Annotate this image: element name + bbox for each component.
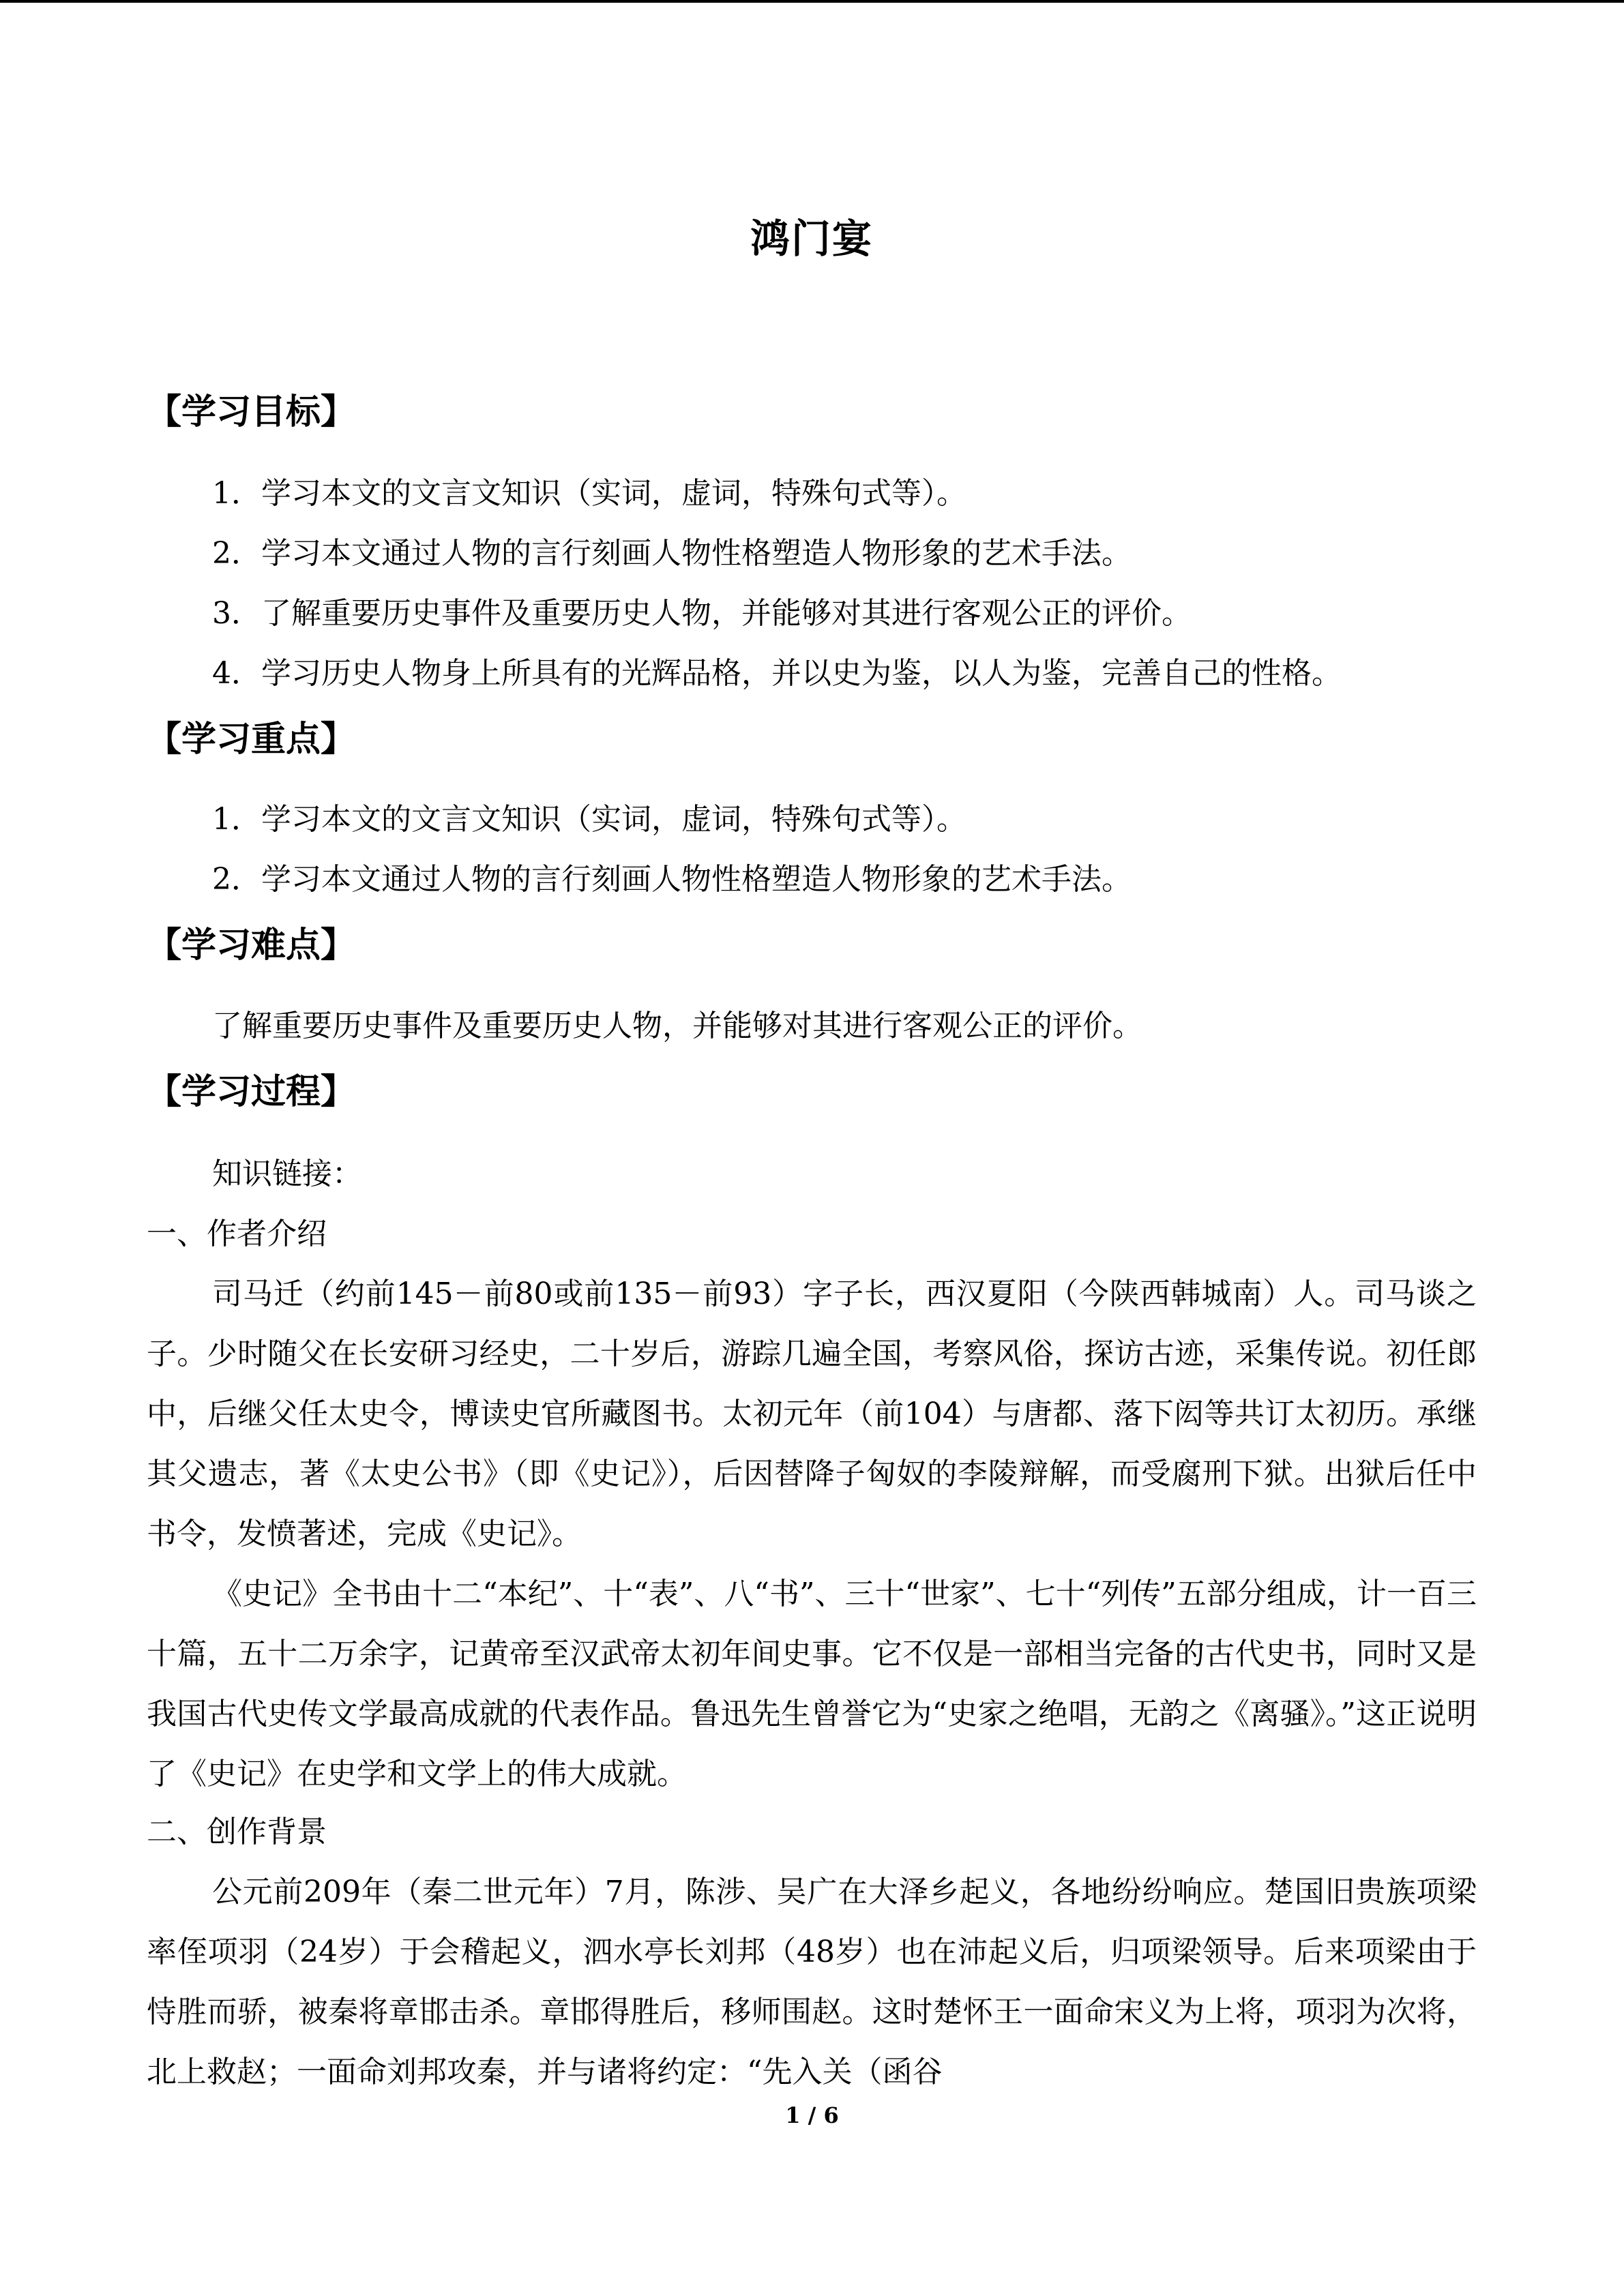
objective-item-3: 3．了解重要历史事件及重要历史人物，并能够对其进行客观公正的评价。 xyxy=(212,596,1192,631)
author-intro-heading: 一、作者介绍 xyxy=(147,1217,327,1251)
key-point-item-1: 1．学习本文的文言文知识（实词，虚词，特殊句式等）。 xyxy=(212,802,966,837)
background-paragraph: 公元前209年（秦二世元年）7月，陈涉、吴广在大泽乡起义，各地纷纷响应。楚国旧贵族项梁率侄项羽（24岁）于会稽起义，泗水亭长刘邦（48岁）也在沛起义后，归项梁领导。后来项梁由于恃胜而骄，被秦将章邯击杀。章邯得胜后，移师围赵。这时楚怀王一面命宋义为上将，项羽为次将，北上救赵；一面命刘邦攻秦，并与诸将约定：“先入关（函谷 xyxy=(147,1875,1477,2089)
top-border-rule xyxy=(0,0,1624,3)
key-point-item-2: 2．学习本文通过人物的言行刻画人物性格塑造人物形象的艺术手法。 xyxy=(212,862,1132,897)
objective-item-4: 4．学习历史人物身上所具有的光辉品格，并以史为鉴，以人为鉴，完善自己的性格。 xyxy=(212,656,1342,691)
difficulty-text: 了解重要历史事件及重要历史人物，并能够对其进行客观公正的评价。 xyxy=(212,1009,1142,1043)
author-paragraph-1: 司马迁（约前145－前80或前135－前93）字子长，西汉夏阳（今陕西韩城南）人。司马谈之子。少时随父在长安研习经史，二十岁后，游踪几遍全国，考察风俗，探访古迹，采集传说。初任郎中，后继父任太史令，博读史官所藏图书。太初元年（前104）与唐都、落下闳等共订太初历。承继其父遗志，著《太史公书》（即《史记》），后因替降子匈奴的李陵辩解，而受腐刑下狱。出狱后任中书令，发愤著述，完成《史记》。 xyxy=(147,1277,1477,1551)
page-number: 1 / 6 xyxy=(785,2102,839,2128)
section-heading-process: 【学习过程】 xyxy=(147,1072,356,1112)
objective-item-2: 2．学习本文通过人物的言行刻画人物性格塑造人物形象的艺术手法。 xyxy=(212,536,1132,571)
objective-item-1: 1．学习本文的文言文知识（实词，虚词，特殊句式等）。 xyxy=(212,476,966,511)
page-title: 鸿门宴 xyxy=(750,215,873,262)
section-heading-key-points: 【学习重点】 xyxy=(147,719,356,760)
author-paragraph-2: 《史记》全书由十二“本纪”、十“表”、八“书”、三十“世家”、七十“列传”五部分组成，计一百三十篇，五十二万余字，记黄帝至汉武帝太初年间史事。它不仅是一部相当完备的古代史书，同时又是我国古代史传文学最高成就的代表作品。鲁迅先生曾誉它为“史家之绝唱，无韵之《离骚》。”这正说明了《史记》在史学和文学上的伟大成就。 xyxy=(147,1577,1477,1791)
background-heading: 二、创作背景 xyxy=(147,1815,327,1849)
knowledge-link-label: 知识链接： xyxy=(212,1157,362,1191)
section-heading-objectives: 【学习目标】 xyxy=(147,392,356,432)
section-heading-difficulties: 【学习难点】 xyxy=(147,925,356,966)
